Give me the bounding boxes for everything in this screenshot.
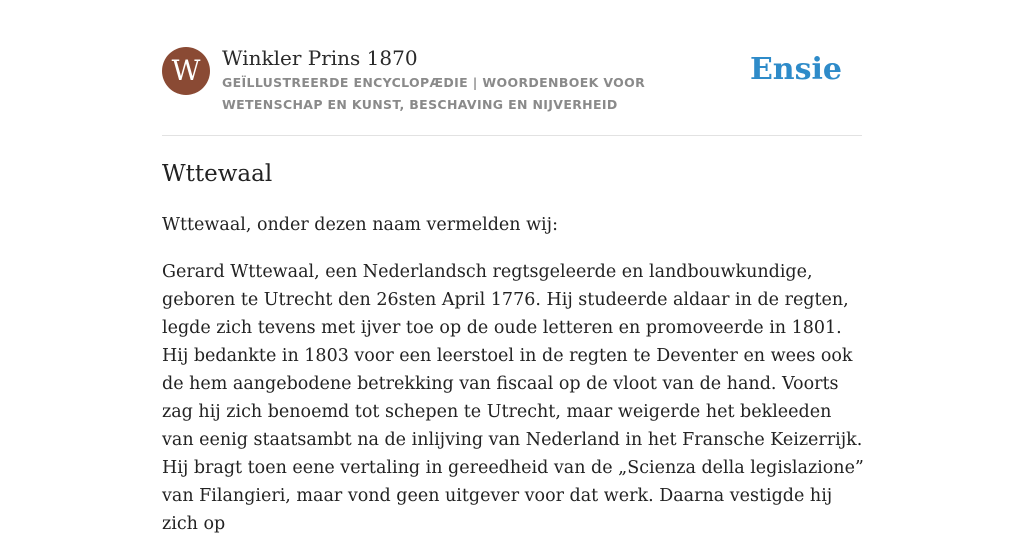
article-paragraph-intro: Wttewaal, onder dezen naam vermelden wij:: [162, 215, 558, 235]
article-body: [162, 211, 867, 557]
source-subtitle: GEÏLLUSTREERDE ENCYCLOPÆDIE | WOORDENBOEK VOOR WETENSCHAP EN KUNST, BESCHAVING EN NIJVERHEID: [222, 75, 646, 112]
source-header: [162, 46, 862, 116]
header-divider: [162, 135, 862, 136]
article-title: Wttewaal: [162, 161, 273, 187]
source-title[interactable]: Winkler Prins 1870: [222, 46, 418, 70]
article-paragraph-main: Gerard Wttewaal, een Nederlandsch regtsgeleerde en landbouwkundige, geboren te Utrecht den 26sten April 1776. Hij studeerde aldaar in de regten, legde zich tevens met ijver toe op de oude letteren en promoveerde in 1801. Hij bedankte in 1803 voor een leerstoel in de regten te Deventer en wees ook de hem aangebodene betrekking van fiscaal op de vloot van de hand. Voorts zag hij zich benoemd tot schepen te Utrecht, maar weigerde het bekleeden van eenig staatsambt na de inlijving van Nederland in het Fransche Keizerrijk. Hij bragt toen eene vertaling in gereedheid van de „Scienza della legislazione” van Filangieri, maar vond geen uitgever voor dat werk. Daarna vestigde hij zich op: [162, 262, 864, 534]
source-avatar[interactable]: W: [162, 47, 210, 95]
ensie-logo-link[interactable]: Ensie: [749, 52, 842, 87]
